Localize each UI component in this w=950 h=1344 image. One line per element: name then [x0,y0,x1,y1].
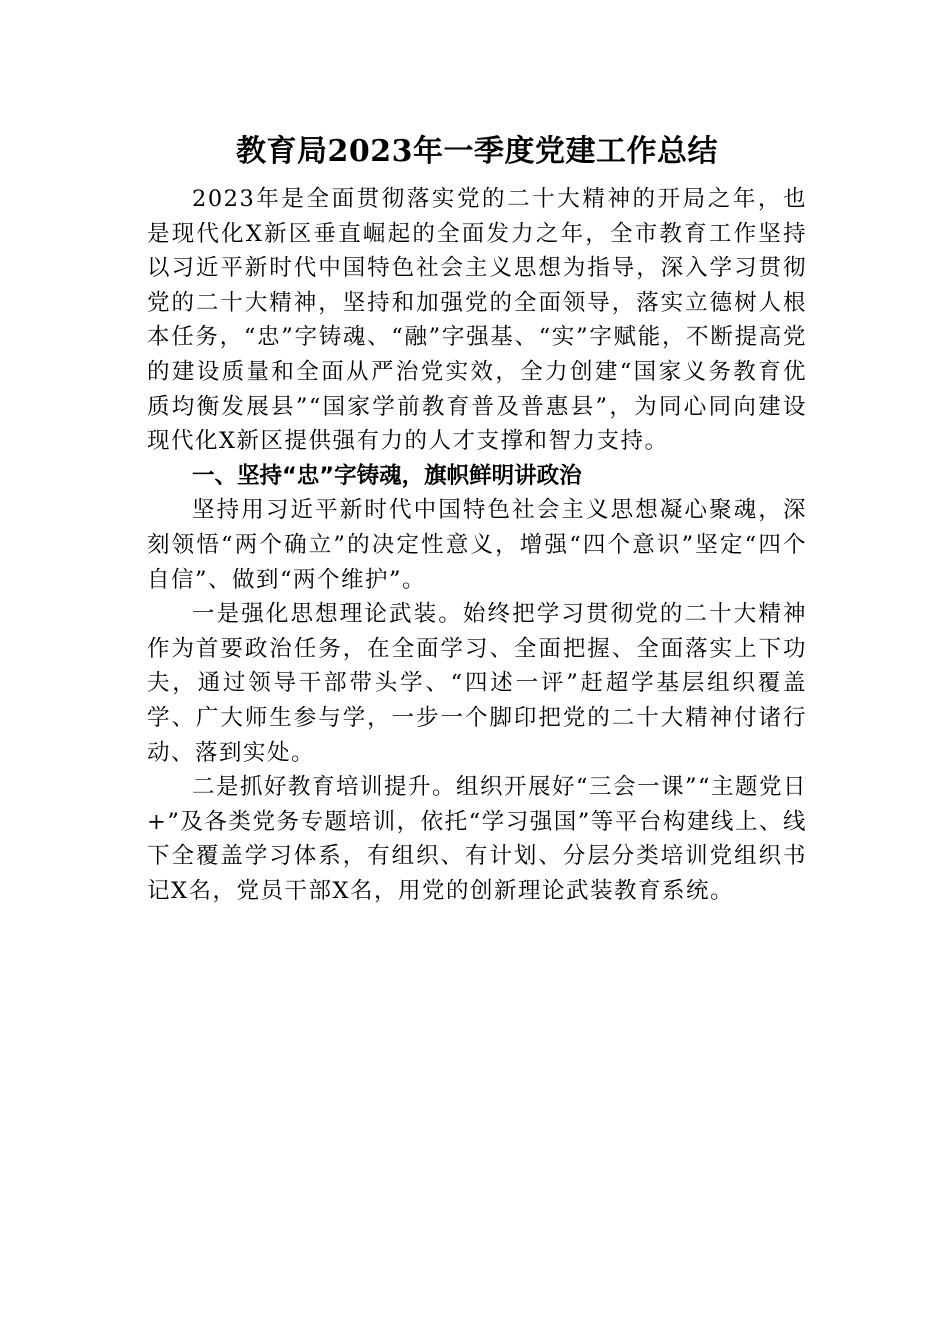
document-title: 教育局2023年一季度党建工作总结 [236,134,718,169]
section-1-paragraph-3: 二是抓好教育培训提升。组织开展好“三会一课”“主题党日+”及各类党务专题培训，依托“学习强国”等平台构建线上、线下全覆盖学习体系，有组织、有计划、分层分类培训党组织书记X名，党员干部X名，用党的创新理论武装教育系统。 [147,774,808,904]
section-1-heading: 一、坚持“忠”字铸魂，旗帜鲜明讲政治 [192,462,582,489]
intro-paragraph: 2023年是全面贯彻落实党的二十大精神的开局之年，也是现代化X新区垂直崛起的全面发力之年，全市教育工作坚持以习近平新时代中国特色社会主义思想为指导，深入学习贯彻党的二十大精神，坚持和加强党的全面领导，落实立德树人根本任务，“忠”字铸魂、“融”字强基、“实”字赋能，不断提高党的建设质量和全面从严治党实效，全力创建“国家义务教育优质均衡发展县”“国家学前教育普及普惠县”，为同心同向建设现代化X新区提供强有力的人才支撑和智力支持。 [147,186,807,455]
document-page [147,128,807,908]
section-1-paragraph-1: 坚持用习近平新时代中国特色社会主义思想凝心聚魂，深刻领悟“两个确立”的决定性意义，增强“四个意识”坚定“四个自信”、做到“两个维护”。 [147,497,807,593]
section-1-paragraph-2: 一是强化思想理论武装。始终把学习贯彻党的二十大精神作为首要政治任务，在全面学习、全面把握、全面落实上下功夫，通过领导干部带头学、“四述一评”赶超学基层组织覆盖学、广大师生参与学，一步一个脚印把党的二十大精神付诸行动、落到实处。 [147,601,807,766]
